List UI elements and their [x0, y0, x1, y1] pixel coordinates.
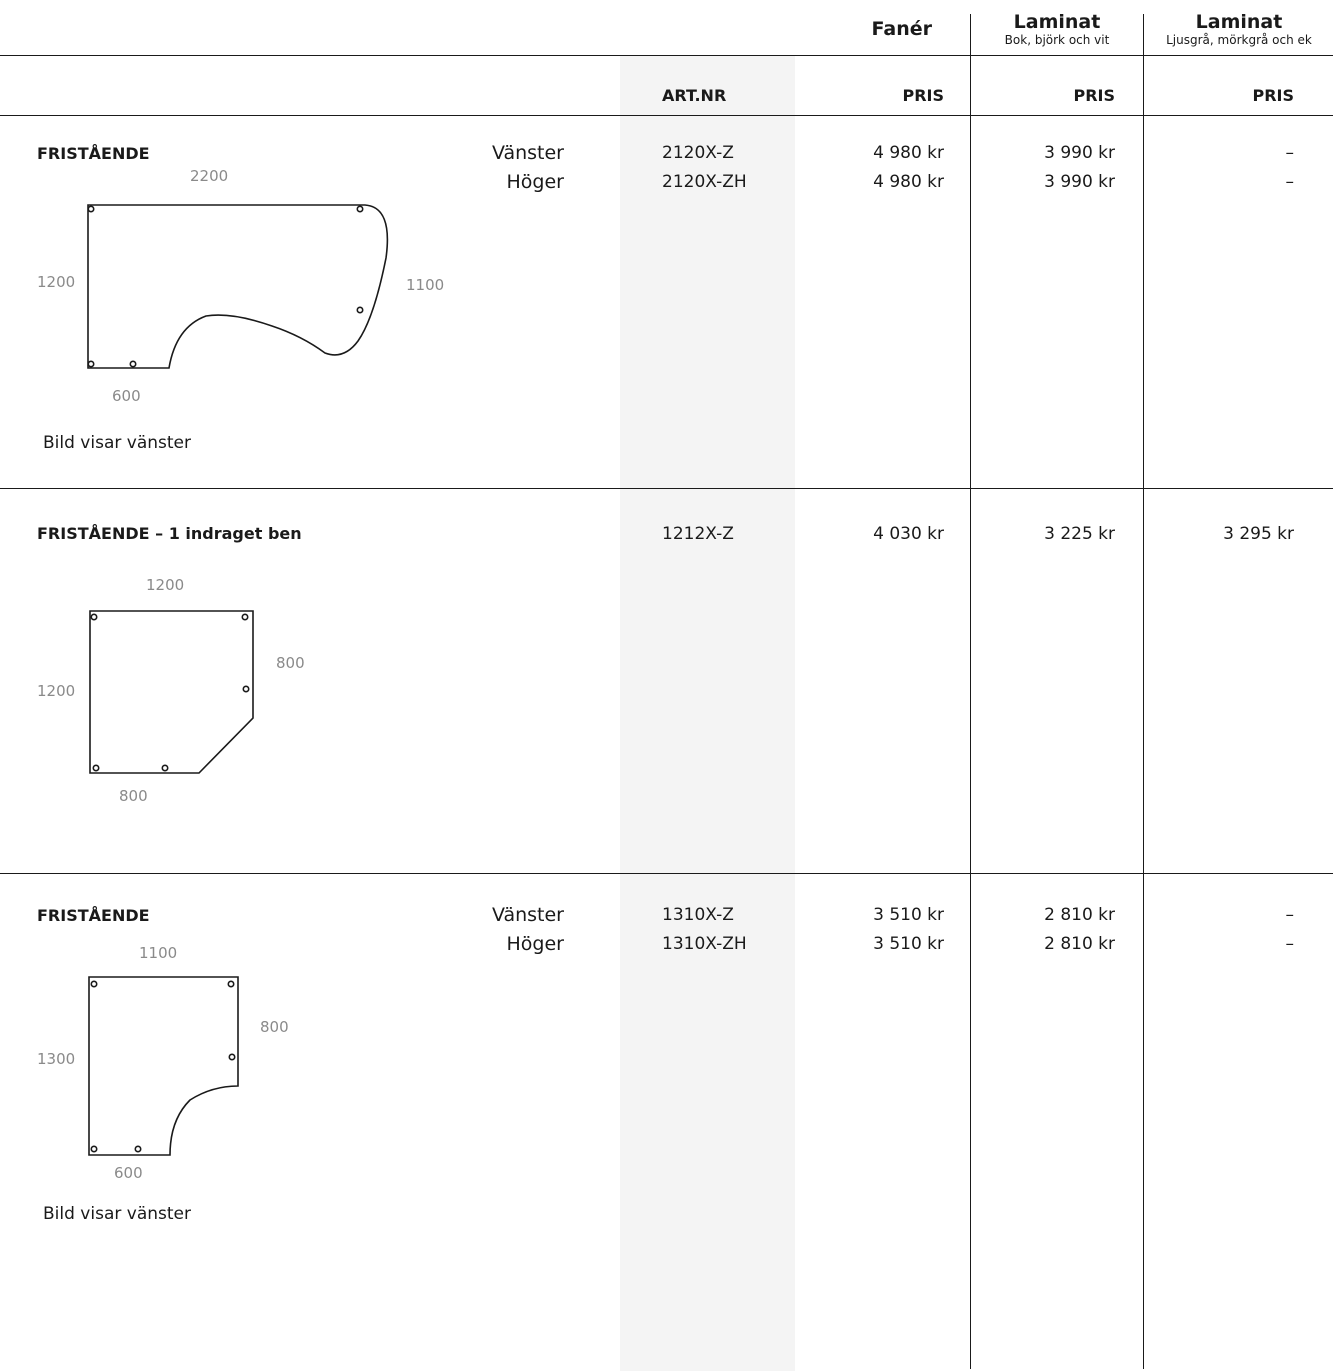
- price-laminat-1: 2 810 kr: [1044, 934, 1115, 954]
- product-title: FRISTÅENDE: [37, 144, 150, 163]
- price-laminat-2: –: [1285, 905, 1294, 925]
- price-laminat-2: –: [1285, 143, 1294, 163]
- dimension-bottom: 800: [119, 787, 148, 805]
- header-laminat-1-sub: Bok, björk och vit: [1004, 33, 1110, 47]
- price-faner: 4 980 kr: [873, 172, 944, 192]
- column-header-divider: [0, 115, 1333, 116]
- dimension-bottom: 600: [112, 387, 141, 405]
- price-faner: 3 510 kr: [873, 934, 944, 954]
- dimension-left: 1300: [37, 1050, 76, 1068]
- art-number: 1212X-Z: [662, 524, 734, 544]
- side-label: Vänster: [491, 142, 564, 164]
- dimension-top: 2200: [190, 167, 229, 185]
- column-header-artnr: ART.NR: [662, 86, 727, 105]
- dimension-top: 1200: [146, 576, 185, 594]
- dimension-left: 1200: [37, 273, 76, 291]
- header-divider: [0, 55, 1333, 56]
- column-rule-laminat: [1143, 14, 1144, 1369]
- header-laminat-2-sub: Ljusgrå, mörkgrå och ek: [1166, 33, 1312, 47]
- price-faner: 3 510 kr: [873, 905, 944, 925]
- side-label: Höger: [506, 933, 564, 955]
- column-header-pris-laminat-1: PRIS: [1073, 86, 1115, 105]
- art-number: 1310X-ZH: [662, 934, 747, 954]
- price-laminat-1: 2 810 kr: [1044, 905, 1115, 925]
- dimension-left: 1200: [37, 682, 76, 700]
- row-divider-1: [0, 488, 1333, 489]
- dimension-bottom: 600: [114, 1164, 143, 1182]
- dimension-right: 800: [260, 1018, 289, 1036]
- column-header-pris-laminat-2: PRIS: [1252, 86, 1294, 105]
- price-laminat-2: –: [1285, 934, 1294, 954]
- row-divider-2: [0, 873, 1333, 874]
- image-note: Bild visar vänster: [43, 1204, 191, 1224]
- price-laminat-2: –: [1285, 172, 1294, 192]
- header-laminat-1: Laminat: [1013, 11, 1101, 33]
- column-header-pris-faner: PRIS: [902, 86, 944, 105]
- art-number: 2120X-Z: [662, 143, 734, 163]
- artnr-column-shade: [620, 56, 795, 1371]
- price-laminat-1: 3 990 kr: [1044, 172, 1115, 192]
- side-label: Höger: [506, 171, 564, 193]
- dimension-top: 1100: [139, 944, 178, 962]
- image-note: Bild visar vänster: [43, 433, 191, 453]
- price-laminat-1: 3 225 kr: [1044, 524, 1115, 544]
- dimension-right: 800: [276, 654, 305, 672]
- product-title: FRISTÅENDE – 1 indraget ben: [37, 524, 302, 543]
- price-faner: 4 030 kr: [873, 524, 944, 544]
- side-label: Vänster: [491, 904, 564, 926]
- header-faner: Fanér: [871, 18, 932, 40]
- price-faner: 4 980 kr: [873, 143, 944, 163]
- price-laminat-2: 3 295 kr: [1223, 524, 1294, 544]
- art-number: 2120X-ZH: [662, 172, 747, 192]
- product-title: FRISTÅENDE: [37, 906, 150, 925]
- header-laminat-2: Laminat: [1195, 11, 1283, 33]
- column-rule-faner: [970, 14, 971, 1369]
- price-laminat-1: 3 990 kr: [1044, 143, 1115, 163]
- dimension-right: 1100: [406, 276, 445, 294]
- art-number: 1310X-Z: [662, 905, 734, 925]
